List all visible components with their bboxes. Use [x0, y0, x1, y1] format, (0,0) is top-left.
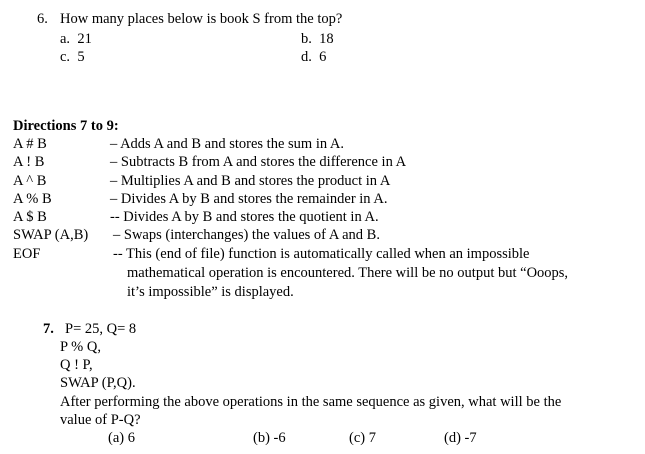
q7-step: Q ! P,	[60, 357, 93, 373]
q7-option-c: (c) 7	[349, 430, 376, 446]
option-value: 21	[77, 31, 92, 47]
q6-number: 6.	[37, 11, 48, 27]
rule-op: A % B	[13, 191, 52, 207]
rule-desc: – Divides A by B and stores the remainder in A.	[110, 191, 388, 207]
option-label: d.	[301, 49, 312, 65]
rule-desc: -- Divides A by B and stores the quotient in A.	[110, 209, 379, 225]
q6-option-d	[301, 48, 326, 66]
option-value: 18	[319, 31, 334, 47]
q7-question: After performing the above operations in the same sequence as given, what will be the	[60, 394, 562, 410]
option-label: b.	[301, 31, 312, 47]
directions-heading: Directions 7 to 9:	[13, 118, 119, 134]
rule-desc: – Subtracts B from A and stores the difference in A	[110, 154, 407, 170]
rule-op: EOF	[13, 246, 41, 262]
rule-op: A ^ B	[13, 173, 47, 189]
option-label: c.	[60, 49, 71, 65]
q7-option-d: (d) -7	[444, 430, 477, 446]
option-value: 5	[77, 49, 85, 65]
q7-question-continued: value of P-Q?	[60, 412, 141, 428]
rule-desc: – Swaps (interchanges) the values of A and B.	[113, 227, 380, 243]
rule-desc: -- This (end of file) function is automatically called when an impossible	[113, 246, 530, 262]
rule-desc: – Adds A and B and stores the sum in A.	[110, 136, 345, 152]
q7-step: P % Q,	[60, 339, 101, 355]
q7-option-b: (b) -6	[253, 430, 286, 446]
q7-option-a: (a) 6	[108, 430, 135, 446]
q6-option-a	[60, 30, 92, 48]
q7-given-values: P= 25, Q= 8	[65, 321, 137, 337]
rule-desc-continued: mathematical operation is encountered. There will be no output but “Ooops,	[127, 265, 569, 281]
q7-number: 7.	[43, 321, 54, 337]
rule-desc: – Multiplies A and B and stores the product in A	[110, 173, 391, 189]
q7-step: SWAP (P,Q).	[60, 375, 136, 391]
option-value: 6	[319, 49, 327, 65]
rule-op: SWAP (A,B)	[13, 227, 89, 243]
q6-option-c	[60, 48, 85, 66]
option-label: a.	[60, 31, 71, 47]
rule-op: A # B	[13, 136, 47, 152]
rule-op: A $ B	[13, 209, 47, 225]
q6-option-b	[301, 30, 334, 48]
rule-desc-continued: it’s impossible” is displayed.	[127, 284, 294, 300]
q6-question: How many places below is book S from the top?	[60, 11, 343, 27]
rule-op: A ! B	[13, 154, 45, 170]
